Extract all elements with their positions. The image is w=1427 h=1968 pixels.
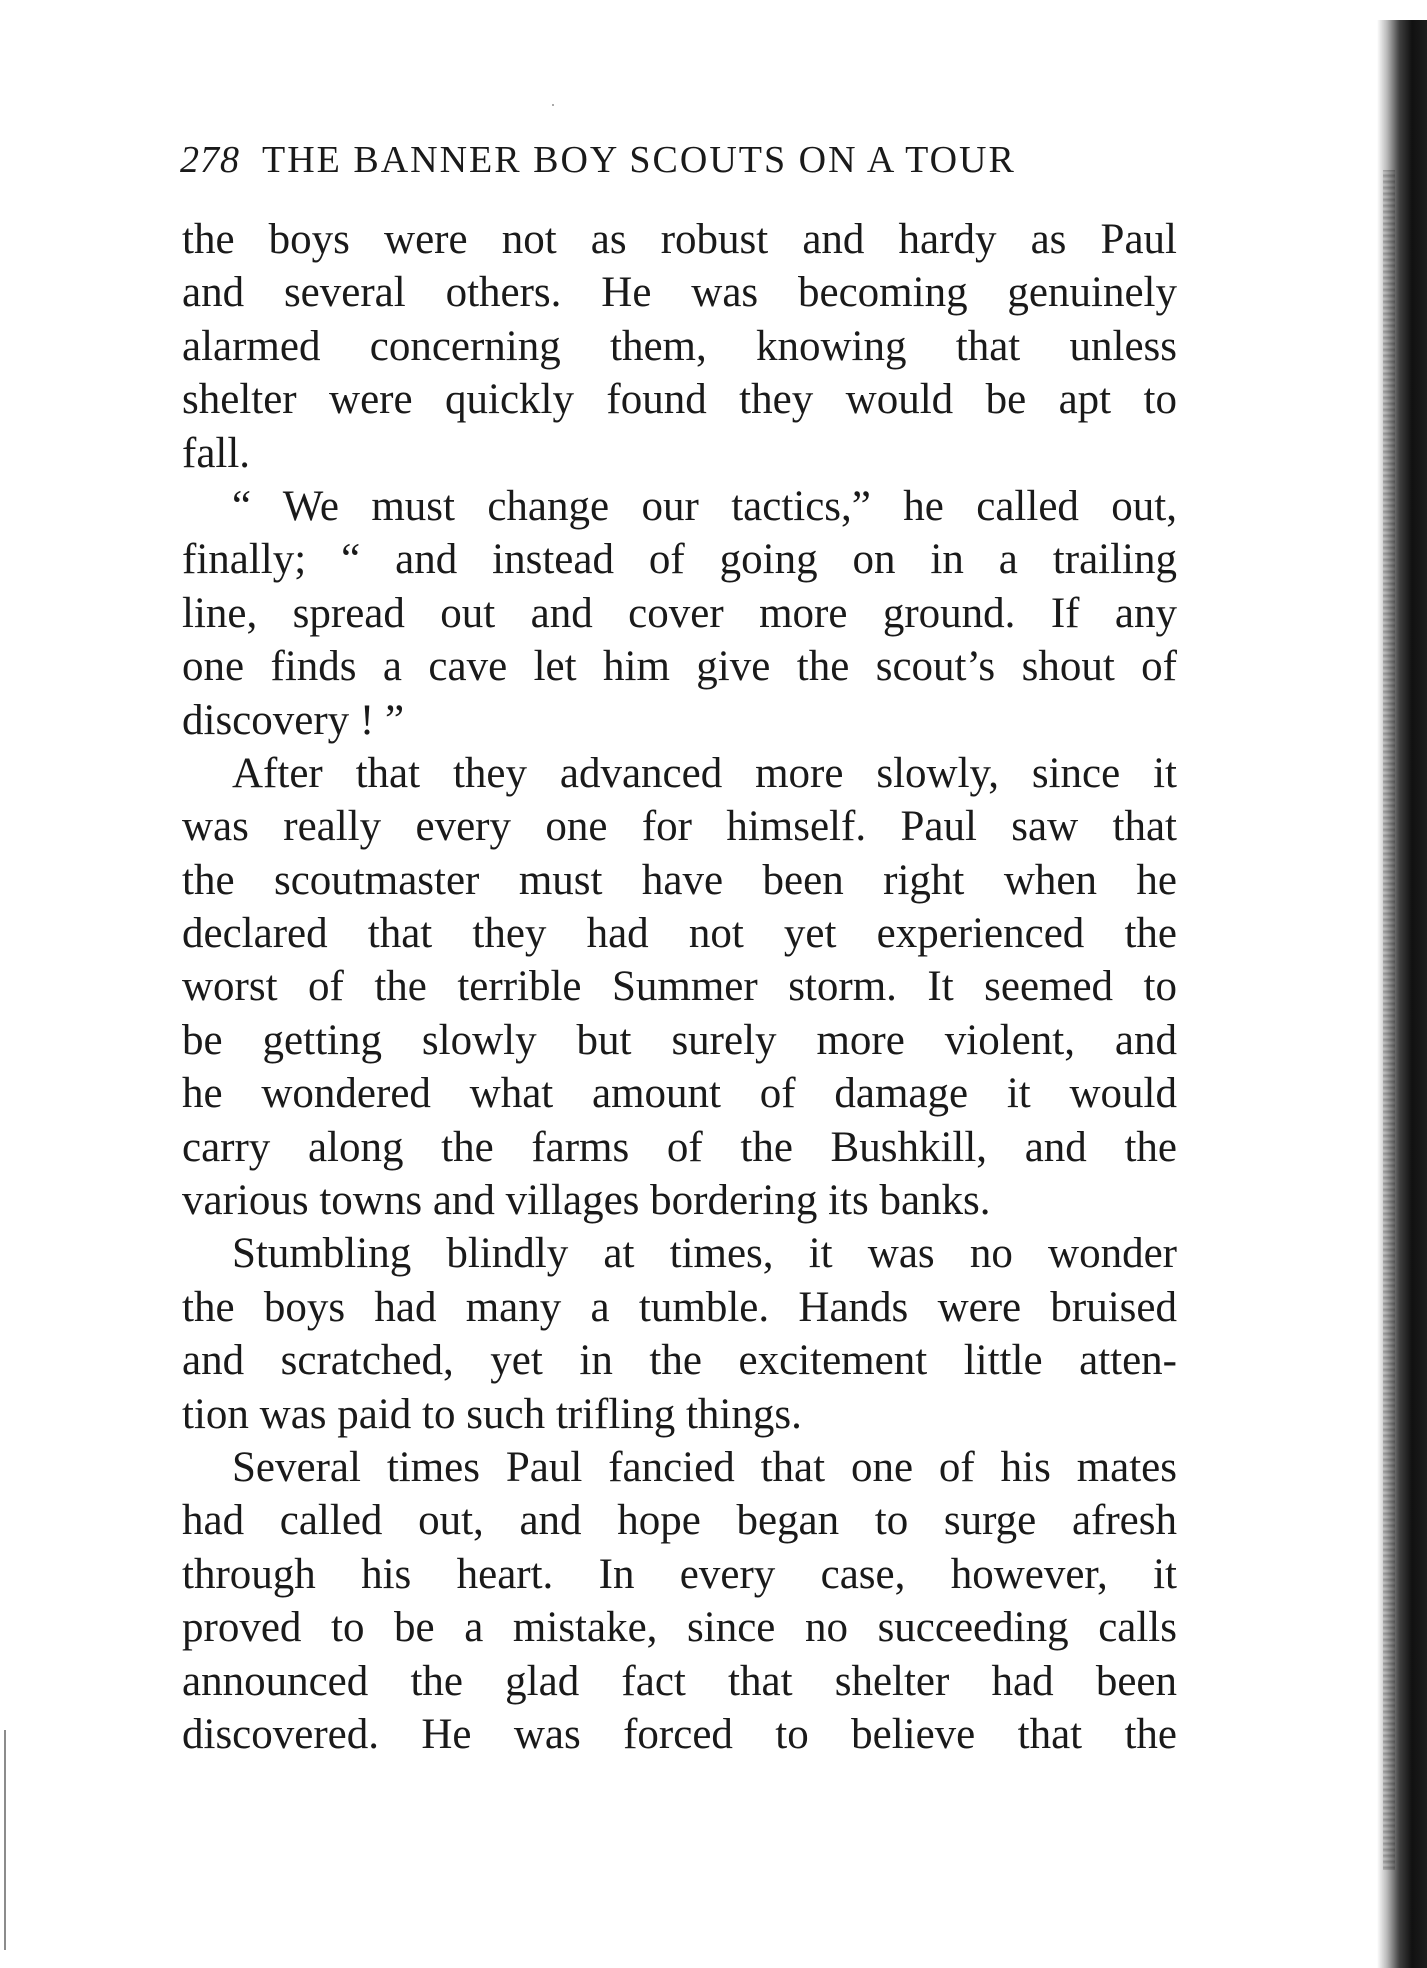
text-line: was really every one for himself. Paul saw that bbox=[182, 803, 1177, 851]
text-line: After that they advanced more slowly, since it bbox=[232, 749, 1177, 797]
page-number: 278 bbox=[180, 139, 240, 181]
text-line: be getting slowly but surely more violent, and bbox=[182, 1016, 1177, 1064]
speck-mark bbox=[552, 104, 554, 106]
text-line: carry along the farms of the Bushkill, and the bbox=[182, 1123, 1177, 1171]
text-line: Stumbling blindly at times, it was no wonder bbox=[232, 1230, 1177, 1278]
text-line: the scoutmaster must have been right when he bbox=[182, 856, 1177, 904]
scan-edge-line bbox=[4, 1730, 6, 1950]
text-line: he wondered what amount of damage it would bbox=[182, 1070, 1177, 1118]
text-line: announced the glad fact that shelter had been bbox=[182, 1657, 1177, 1705]
text-line: declared that they had not yet experienced the bbox=[182, 910, 1177, 958]
text-line: “ We must change our tactics,” he called out, bbox=[232, 482, 1177, 530]
body-text bbox=[182, 213, 1177, 1761]
text-line: had called out, and hope began to surge afresh bbox=[182, 1497, 1177, 1545]
text-line: alarmed concerning them, knowing that unless bbox=[182, 322, 1177, 370]
text-line: shelter were quickly found they would be apt to bbox=[182, 376, 1177, 424]
text-line: and scratched, yet in the excitement little atten- bbox=[182, 1337, 1177, 1385]
text-line: the boys were not as robust and hardy as Paul bbox=[182, 216, 1177, 263]
book-title: THE BANNER BOY SCOUTS ON A TOUR bbox=[262, 139, 1016, 181]
running-head bbox=[180, 138, 1180, 182]
text-line: discovery ! ” bbox=[182, 696, 405, 744]
text-line: one finds a cave let him give the scout’s shout of bbox=[182, 643, 1177, 691]
text-line: finally; “ and instead of going on in a trailing bbox=[182, 536, 1177, 584]
text-line: worst of the terrible Summer storm. It seemed to bbox=[182, 963, 1177, 1011]
text-line: tion was paid to such trifling things. bbox=[182, 1390, 802, 1438]
text-line: fall. bbox=[182, 429, 251, 477]
text-line: and several others. He was becoming genuinely bbox=[182, 269, 1177, 317]
text-line: the boys had many a tumble. Hands were bruised bbox=[182, 1283, 1177, 1331]
text-line: discovered. He was forced to believe that the bbox=[182, 1710, 1177, 1758]
text-line: various towns and villages bordering its banks. bbox=[182, 1177, 991, 1225]
text-line: line, spread out and cover more ground. If any bbox=[182, 589, 1177, 637]
text-line: through his heart. In every case, however, it bbox=[182, 1550, 1177, 1598]
text-line: Several times Paul fancied that one of his mates bbox=[232, 1443, 1177, 1491]
text-line: proved to be a mistake, since no succeeding calls bbox=[182, 1604, 1177, 1652]
binding-edge-shadow bbox=[1377, 20, 1427, 1968]
